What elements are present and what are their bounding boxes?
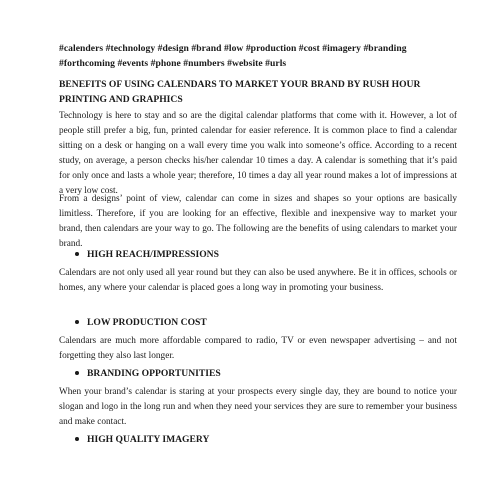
bullet-label: BRANDING OPPORTUNITIES — [87, 368, 221, 379]
paragraph-cost: Calendars are much more affordable compared to radio, TV or even newspaper advertising – and not forgetting they also last longer. — [59, 336, 457, 362]
paragraph-design: From a designs’ point of view, calendar can come in sizes and shapes so your options are basically limitless. Therefore, if you are looking for an effective, flexible and inexpensive way to market your brand, then calendars are your way to go. The following are the benefits of using calendars to market your brand. — [59, 194, 457, 250]
bullet-heading-cost — [75, 316, 455, 330]
bullet-dot-icon — [75, 437, 79, 441]
bullet-heading-imagery — [75, 433, 455, 447]
bullet-label: HIGH REACH/IMPRESSIONS — [87, 249, 219, 260]
bullet-dot-icon — [75, 252, 79, 256]
bullet-dot-icon — [75, 371, 79, 375]
bullet-dot-icon — [75, 320, 79, 324]
document-title: BENEFITS OF USING CALENDARS TO MARKET YOUR BRAND BY RUSH HOUR PRINTING AND GRAPHICS — [59, 79, 421, 105]
paragraph-branding: When your brand’s calendar is staring at your prospects every single day, they are bound to notice your slogan and logo in the long run and when they need your services they are sure to remember your business and make contact. — [59, 387, 457, 428]
bullet-label: HIGH QUALITY IMAGERY — [87, 434, 210, 445]
hashtags-line: #calenders #technology #design #brand #low #production #cost #imagery #branding #forthcoming #events #phone #numbers #website #urls — [59, 43, 407, 69]
paragraph-intro: Technology is here to stay and so are the digital calendar platforms that come with it. However, a lot of people still prefer a big, fun, printed calendar for easier reference. It is common place to find a calendar sitting on a desk or hanging on a wall every time you walk into someone’s office. According to a recent study, on average, a person checks his/her calendar 10 times a day. A calendar is something that it’s paid for only once and lasts a whole year; therefore, 10 times a day all year round makes a lot of impressions at a very low cost. — [59, 111, 457, 197]
bullet-heading-reach — [75, 248, 455, 262]
bullet-heading-branding — [75, 367, 455, 381]
bullet-label: LOW PRODUCTION COST — [87, 317, 207, 328]
paragraph-reach: Calendars are not only used all year round but they can also be used anywhere. Be it in offices, schools or homes, any where your calendar is placed goes a long way in promoting your business. — [59, 268, 457, 294]
